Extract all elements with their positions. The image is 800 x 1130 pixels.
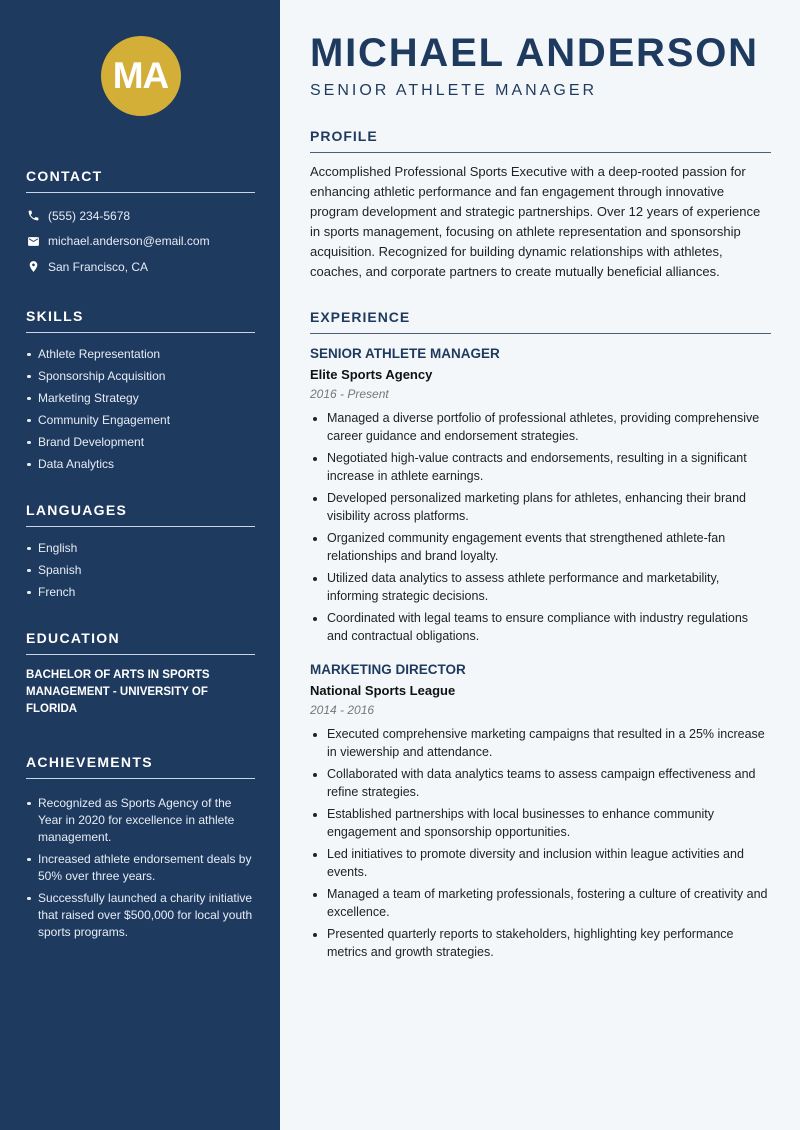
skills-section: [26, 308, 255, 475]
location-pin-icon: [26, 260, 40, 274]
job-dates: 2014 - 2016: [310, 703, 375, 717]
languages-heading: LANGUAGES: [26, 502, 255, 527]
email-icon: [26, 234, 40, 248]
job-title: MARKETING DIRECTOR: [310, 662, 466, 677]
language-item: Spanish: [26, 559, 255, 581]
skill-item: Community Engagement: [26, 409, 255, 431]
main-content: [280, 0, 800, 1130]
achievement-item: Increased athlete endorsement deals by 50% over three years.: [26, 851, 255, 885]
location-text: San Francisco, CA: [48, 259, 149, 274]
job-company: Elite Sports Agency: [310, 367, 433, 382]
profile-heading: PROFILE: [310, 128, 771, 153]
job-bullet: Established partnerships with local businesses to enhance community engagement and sponsorship opportunities.: [310, 805, 771, 841]
achievement-item: Recognized as Sports Agency of the Year in 2020 for excellence in athlete management.: [26, 795, 255, 846]
avatar-initials: MA: [112, 55, 169, 96]
candidate-role: SENIOR ATHLETE MANAGER: [310, 82, 598, 99]
job-bullet: Executed comprehensive marketing campaigns that resulted in a 25% increase in viewership and attendance.: [310, 725, 771, 761]
experience-heading: EXPERIENCE: [310, 309, 771, 334]
language-item: English: [26, 537, 255, 559]
job-bullet: Led initiatives to promote diversity and inclusion within league activities and events.: [310, 845, 771, 881]
contact-phone: [26, 203, 255, 229]
education-degree: BACHELOR OF ARTS IN SPORTS MANAGEMENT - UNIVERSITY OF FLORIDA: [26, 668, 210, 715]
language-item: French: [26, 581, 255, 603]
sidebar: [0, 0, 280, 1130]
job-title: SENIOR ATHLETE MANAGER: [310, 346, 500, 361]
avatar: [101, 36, 181, 116]
skill-item: Brand Development: [26, 431, 255, 453]
skills-heading: SKILLS: [26, 308, 255, 333]
achievements-list: [26, 795, 255, 941]
languages-list: [26, 537, 255, 603]
skills-list: [26, 343, 255, 475]
skill-item: Sponsorship Acquisition: [26, 365, 255, 387]
achievements-heading: ACHIEVEMENTS: [26, 754, 255, 779]
job-company: National Sports League: [310, 683, 456, 698]
contact-location: [26, 254, 255, 280]
job-bullet: Negotiated high-value contracts and endorsements, resulting in a significant increase in athlete earnings.: [310, 449, 771, 485]
skill-item: Marketing Strategy: [26, 387, 255, 409]
job-bullets: [310, 725, 771, 961]
job-bullet: Organized community engagement events that strengthened athlete-fan relationships and brand loyalty.: [310, 529, 771, 565]
experience-section: [310, 309, 771, 961]
job-entry: [310, 662, 771, 961]
profile-section: [310, 128, 771, 282]
contact-section: [26, 168, 255, 280]
skill-item: Data Analytics: [26, 453, 255, 475]
job-bullet: Presented quarterly reports to stakeholders, highlighting key performance metrics and growth strategies.: [310, 925, 771, 961]
education-section: [26, 630, 255, 718]
job-bullet: Collaborated with data analytics teams to assess campaign effectiveness and refine strategies.: [310, 765, 771, 801]
job-bullet: Utilized data analytics to assess athlete performance and marketability, informing strategic decisions.: [310, 569, 771, 605]
achievements-section: [26, 754, 255, 941]
job-bullet: Developed personalized marketing plans for athletes, enhancing their brand visibility across platforms.: [310, 489, 771, 525]
job-bullets: [310, 409, 771, 645]
phone-icon: [26, 209, 40, 223]
achievement-item: Successfully launched a charity initiative that raised over $500,000 for local youth sports programs.: [26, 890, 255, 941]
job-bullet: Coordinated with legal teams to ensure compliance with industry regulations and contractual obligations.: [310, 609, 771, 645]
contact-heading: CONTACT: [26, 168, 255, 193]
contact-email: [26, 229, 255, 255]
job-bullet: Managed a team of marketing professionals, fostering a culture of creativity and excellence.: [310, 885, 771, 921]
phone-text[interactable]: (555) 234-5678: [48, 208, 131, 223]
skill-item: Athlete Representation: [26, 343, 255, 365]
job-entry: [310, 346, 771, 645]
profile-summary: Accomplished Professional Sports Executive with a deep-rooted passion for enhancing athletic performance and fan engagement through innovative program development and strategic partnerships. Over 12 years of experience in sports management, focusing on athlete representation and sponsorship acquisition. Recognized for building dynamic relationships with athletes, coaches, and corporate partners to create mutually beneficial alliances.: [310, 164, 761, 279]
education-heading: EDUCATION: [26, 630, 255, 655]
email-text[interactable]: michael.anderson@email.com: [48, 234, 210, 249]
candidate-name: MICHAEL ANDERSON: [310, 31, 759, 75]
job-bullet: Managed a diverse portfolio of professional athletes, providing comprehensive career guidance and endorsement strategies.: [310, 409, 771, 445]
languages-section: [26, 502, 255, 603]
job-dates: 2016 - Present: [310, 387, 389, 401]
